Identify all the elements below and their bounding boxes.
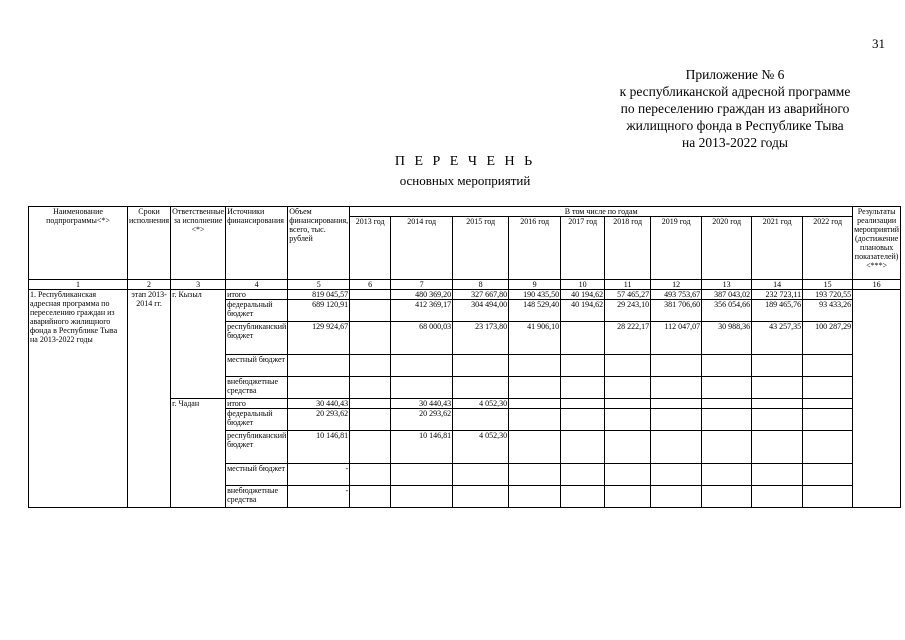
header-name: Наименование подпрограммы<*>	[29, 207, 128, 280]
year-value-cell	[651, 409, 702, 431]
year-value-cell	[702, 431, 752, 464]
year-value-cell: 68 000,03	[391, 322, 453, 355]
year-value-cell	[651, 377, 702, 399]
year-value-cell: 189 465,76	[752, 300, 803, 322]
year-value-cell: 381 706,60	[651, 300, 702, 322]
year-value-cell: 30 440,43	[391, 399, 453, 409]
year-value-cell: 327 667,80	[453, 290, 509, 300]
year-value-cell	[605, 486, 651, 508]
year-value-cell	[702, 399, 752, 409]
year-value-cell	[651, 464, 702, 486]
source-cell: внебюджетные средства	[226, 377, 288, 399]
year-value-cell	[803, 377, 853, 399]
year-value-cell	[803, 431, 853, 464]
year-value-cell	[605, 377, 651, 399]
appendix-line: жилищного фонда в Республике Тыва	[626, 118, 844, 133]
year-value-cell	[350, 300, 391, 322]
year-value-cell	[350, 464, 391, 486]
year-value-cell	[561, 399, 605, 409]
year-value-cell	[605, 399, 651, 409]
column-number: 11	[605, 280, 651, 290]
year-value-cell: 28 222,17	[605, 322, 651, 355]
year-value-cell	[391, 486, 453, 508]
header-year: 2017 год	[561, 217, 605, 280]
header-terms: Сроки исполнения	[128, 207, 171, 280]
year-value-cell	[803, 409, 853, 431]
header-volume: Объем финансирования, всего, тыс. рублей	[288, 207, 350, 280]
total-cell: 129 924,67	[288, 322, 350, 355]
column-number: 6	[350, 280, 391, 290]
header-year: 2020 год	[702, 217, 752, 280]
year-value-cell	[350, 431, 391, 464]
column-number: 13	[702, 280, 752, 290]
year-value-cell	[453, 409, 509, 431]
year-value-cell	[651, 431, 702, 464]
year-value-cell	[391, 377, 453, 399]
year-value-cell	[509, 355, 561, 377]
year-value-cell	[350, 290, 391, 300]
year-value-cell	[752, 355, 803, 377]
year-value-cell	[350, 409, 391, 431]
column-number: 10	[561, 280, 605, 290]
year-value-cell	[651, 399, 702, 409]
column-number: 14	[752, 280, 803, 290]
total-cell: 20 293,62	[288, 409, 350, 431]
year-value-cell: 190 435,50	[509, 290, 561, 300]
year-value-cell	[605, 464, 651, 486]
source-cell: местный бюджет	[226, 355, 288, 377]
year-value-cell	[803, 355, 853, 377]
total-cell: 819 045,57	[288, 290, 350, 300]
year-value-cell: 148 529,40	[509, 300, 561, 322]
year-value-cell	[702, 355, 752, 377]
document-subtitle: основных мероприятий	[399, 173, 531, 188]
year-value-cell	[803, 486, 853, 508]
year-value-cell: 356 054,66	[702, 300, 752, 322]
column-number: 2	[128, 280, 171, 290]
responsible-city-cell: г. Кызыл	[171, 290, 226, 399]
column-number: 16	[853, 280, 901, 290]
appendix-header	[560, 66, 905, 151]
header-year: 2014 год	[391, 217, 453, 280]
column-number: 5	[288, 280, 350, 290]
year-value-cell: 232 723,11	[752, 290, 803, 300]
year-value-cell	[561, 431, 605, 464]
responsible-city-cell: г. Чадан	[171, 399, 226, 508]
year-value-cell	[752, 486, 803, 508]
appendix-line: на 2013-2022 годы	[682, 135, 788, 150]
year-value-cell: 57 465,27	[605, 290, 651, 300]
header-year: 2019 год	[651, 217, 702, 280]
total-cell: 30 440,43	[288, 399, 350, 409]
year-value-cell	[391, 355, 453, 377]
year-value-cell: 4 052,30	[453, 399, 509, 409]
year-value-cell	[561, 377, 605, 399]
program-name-cell: 1. Республиканская адресная программа по переселению граждан из аварийного жилищного фонда в Республике Тыва на 2013-2022 годы	[29, 290, 128, 508]
year-value-cell	[509, 377, 561, 399]
year-value-cell: 193 720,55	[803, 290, 853, 300]
year-value-cell	[350, 355, 391, 377]
year-value-cell: 387 043,02	[702, 290, 752, 300]
year-value-cell	[803, 399, 853, 409]
year-value-cell: 40 194,62	[561, 300, 605, 322]
year-value-cell	[509, 464, 561, 486]
year-value-cell	[702, 377, 752, 399]
column-number: 12	[651, 280, 702, 290]
header-row	[29, 207, 901, 217]
year-value-cell	[453, 377, 509, 399]
total-cell	[288, 355, 350, 377]
year-value-cell	[509, 486, 561, 508]
total-cell	[288, 377, 350, 399]
column-number: 8	[453, 280, 509, 290]
year-value-cell	[752, 431, 803, 464]
year-value-cell: 43 257,35	[752, 322, 803, 355]
header-year: 2021 год	[752, 217, 803, 280]
year-value-cell	[350, 377, 391, 399]
source-cell: итого	[226, 399, 288, 409]
year-value-cell	[350, 322, 391, 355]
year-value-cell: 10 146,81	[391, 431, 453, 464]
appendix-line: Приложение № 6	[685, 67, 785, 82]
source-cell: итого	[226, 290, 288, 300]
program-term-cell: этап 2013-2014 гг.	[128, 290, 171, 508]
source-cell: местный бюджет	[226, 464, 288, 486]
year-value-cell	[509, 409, 561, 431]
year-value-cell	[752, 464, 803, 486]
source-cell: федеральный бюджет	[226, 300, 288, 322]
year-value-cell	[350, 399, 391, 409]
year-value-cell	[453, 355, 509, 377]
document-title: П Е Р Е Ч Е Н Ь	[394, 154, 536, 169]
year-value-cell: 480 369,20	[391, 290, 453, 300]
year-value-cell: 4 052,30	[453, 431, 509, 464]
header-year: 2015 год	[453, 217, 509, 280]
year-value-cell	[453, 464, 509, 486]
source-cell: республиканский бюджет	[226, 322, 288, 355]
year-value-cell: 41 906,10	[509, 322, 561, 355]
year-value-cell: 304 494,00	[453, 300, 509, 322]
year-value-cell	[605, 431, 651, 464]
year-value-cell	[605, 409, 651, 431]
measures-table	[28, 206, 901, 508]
total-cell: -	[288, 464, 350, 486]
header-year: 2016 год	[509, 217, 561, 280]
source-cell: внебюджетные средства	[226, 486, 288, 508]
header-year: 2022 год	[803, 217, 853, 280]
source-cell: республиканский бюджет	[226, 431, 288, 464]
year-value-cell	[702, 409, 752, 431]
total-cell: 10 146,81	[288, 431, 350, 464]
year-value-cell: 412 369,17	[391, 300, 453, 322]
column-number: 3	[171, 280, 226, 290]
header-by-years: В том числе по годам	[350, 207, 853, 217]
year-value-cell	[561, 486, 605, 508]
year-value-cell	[702, 486, 752, 508]
year-value-cell	[702, 464, 752, 486]
header-results: Результаты реализации мероприятий (достижение плановых показателей) <***>	[853, 207, 901, 280]
year-value-cell: 93 433,26	[803, 300, 853, 322]
header-responsible: Ответственные за исполнение <*>	[171, 207, 226, 280]
year-value-cell	[752, 377, 803, 399]
year-value-cell: 493 753,67	[651, 290, 702, 300]
year-value-cell	[605, 355, 651, 377]
column-number: 1	[29, 280, 128, 290]
year-value-cell	[651, 486, 702, 508]
year-value-cell	[561, 464, 605, 486]
column-number: 9	[509, 280, 561, 290]
year-value-cell: 112 047,07	[651, 322, 702, 355]
year-value-cell	[453, 486, 509, 508]
year-value-cell	[803, 464, 853, 486]
year-value-cell: 20 293,62	[391, 409, 453, 431]
header-year: 2013 год	[350, 217, 391, 280]
year-value-cell	[561, 409, 605, 431]
year-value-cell: 23 173,80	[453, 322, 509, 355]
year-value-cell	[350, 486, 391, 508]
results-cell	[853, 290, 901, 508]
year-value-cell: 40 194,62	[561, 290, 605, 300]
year-value-cell	[752, 399, 803, 409]
year-value-cell	[391, 464, 453, 486]
column-numbers-row	[29, 280, 901, 290]
year-value-cell	[651, 355, 702, 377]
year-value-cell: 100 287,29	[803, 322, 853, 355]
year-value-cell	[509, 431, 561, 464]
appendix-line: по переселению граждан из аварийного	[620, 101, 850, 116]
column-number: 15	[803, 280, 853, 290]
year-value-cell	[752, 409, 803, 431]
page-number: 31	[872, 36, 885, 51]
year-value-cell	[561, 355, 605, 377]
total-cell: 689 120,91	[288, 300, 350, 322]
year-value-cell: 30 988,36	[702, 322, 752, 355]
total-cell: -	[288, 486, 350, 508]
year-value-cell	[509, 399, 561, 409]
column-number: 7	[391, 280, 453, 290]
column-number: 4	[226, 280, 288, 290]
header-sources: Источники финансирования	[226, 207, 288, 280]
year-value-cell	[561, 322, 605, 355]
source-cell: федеральный бюджет	[226, 409, 288, 431]
year-value-cell: 29 243,10	[605, 300, 651, 322]
table-row	[29, 290, 901, 300]
header-year: 2018 год	[605, 217, 651, 280]
appendix-line: к республиканской адресной программе	[619, 84, 851, 99]
